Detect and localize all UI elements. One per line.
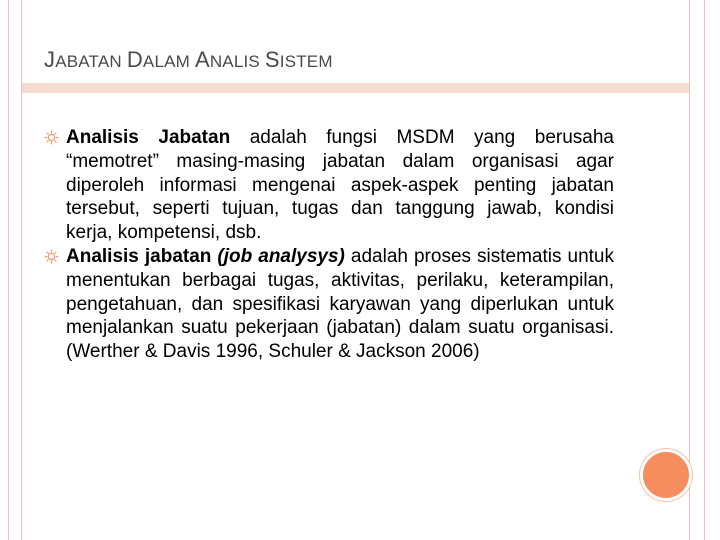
title-word: ALAM: [142, 52, 195, 71]
bullet-list: [44, 126, 614, 364]
bullet-lead: Analisis Jabatan: [66, 127, 231, 148]
title-initial: S: [264, 47, 280, 72]
accent-circle-decoration: [640, 449, 692, 501]
left-border-decoration: [8, 0, 22, 540]
bullet-item-1: [44, 126, 614, 245]
title-initial: J: [44, 47, 56, 72]
sun-icon: [44, 249, 59, 264]
right-border-decoration: [689, 0, 705, 540]
bullet-term: (job analysys): [211, 245, 345, 267]
title-initial: D: [126, 47, 143, 72]
bullet-lead: Analisis jabatan: [66, 245, 212, 267]
bullet-text: adalah fungsi MSDM yang berusaha “memotret” masing-masing jabatan dalam organisasi agar diperoleh informasi mengenai aspek-aspek penting jabatan tersebut, seperti tujuan, tugas dan tanggung jawab, kondisi kerja, kompetensi, dsb.: [66, 127, 614, 244]
bullet-item-2: [44, 245, 614, 364]
title-word: ABATAN: [55, 52, 127, 71]
title-initial: A: [194, 47, 210, 72]
title-underline-band: [22, 83, 689, 93]
page-title: [44, 38, 333, 75]
bullet-text: adalah proses sistematis untuk menentukan berbagai tugas, aktivitas, perilaku, keterampilan, pengetahuan, dan spesifikasi karyawan yang diperlukan untuk menjalankan suatu pekerjaan (jabatan) dalam suatu organisasi. (Werther & Davis 1996, Schuler & Jackson 2006): [66, 245, 614, 363]
sun-icon: [44, 130, 59, 145]
title-word: NALIS: [209, 52, 265, 71]
title-word: ISTEM: [279, 52, 333, 71]
